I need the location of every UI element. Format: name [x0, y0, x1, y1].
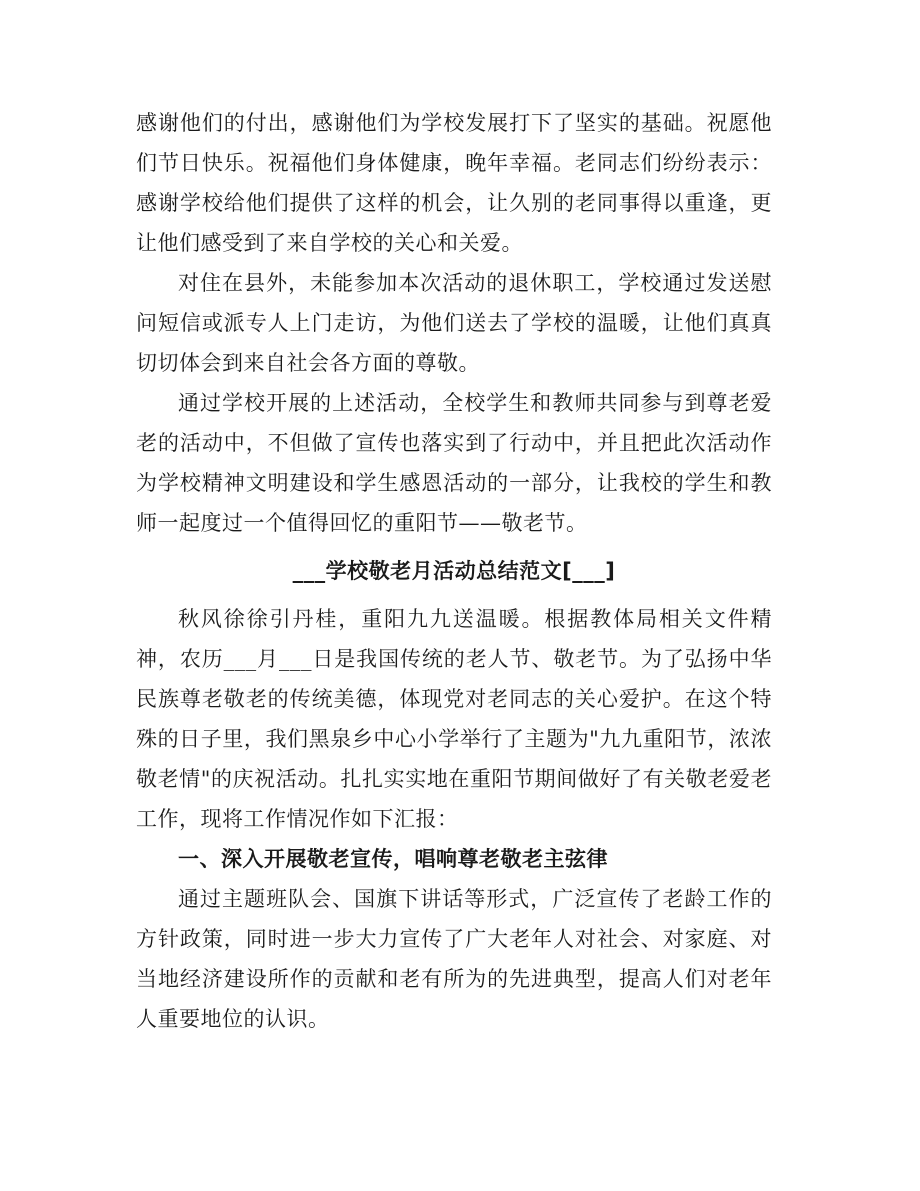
paragraph-heading-1: 通过主题班队会、国旗下讲话等形式，广泛宣传了老龄工作的方针政策，同时进一步大力宣传了广大老年人对社会、对家庭、对当地经济建设所作的贡献和老有所为的先进典型，提高人们对老年人重要地位的认识。 [136, 887, 772, 1031]
paragraph-intro: 秋风徐徐引丹桂，重阳九九送温暖。根据教体局相关文件精神，农历___月___日是我国传统的老人节、敬老节。为了弘扬中华民族尊老敬老的传统美德，体现党对老同志的关心爱护。在这个特殊的日子里，我们黑泉乡中心小学举行了主题为"九九重阳节，浓浓敬老情"的庆祝活动。扎扎实实地在重阳节期间做好了有关敬老爱老工作，现将工作情况作如下汇报： [136, 607, 772, 831]
heading-1: 一、深入开展敬老宣传，唱响尊老敬老主弦律 [178, 847, 608, 871]
paragraph-continued: 感谢他们的付出，感谢他们为学校发展打下了坚实的基础。祝愿他们节日快乐。祝福他们身体健康，晚年幸福。老同志们纷纷表示：感谢学校给他们提供了这样的机会，让久别的老同事得以重逢，更让他们感受到了来自学校的关心和关爱。 [136, 111, 772, 255]
section-title: ___学校敬老月活动总结范文[___] [292, 559, 616, 583]
document-page [136, 103, 772, 1039]
paragraph-outreach: 对住在县外，未能参加本次活动的退休职工，学校通过发送慰问短信或派专人上门走访，为他们送去了学校的温暖，让他们真真切切体会到来自社会各方面的尊敬。 [136, 271, 772, 375]
paragraph-summary: 通过学校开展的上述活动，全校学生和教师共同参与到尊老爱老的活动中，不但做了宣传也落实到了行动中，并且把此次活动作为学校精神文明建设和学生感恩活动的一部分，让我校的学生和教师一起度过一个值得回忆的重阳节——敬老节。 [136, 391, 772, 535]
